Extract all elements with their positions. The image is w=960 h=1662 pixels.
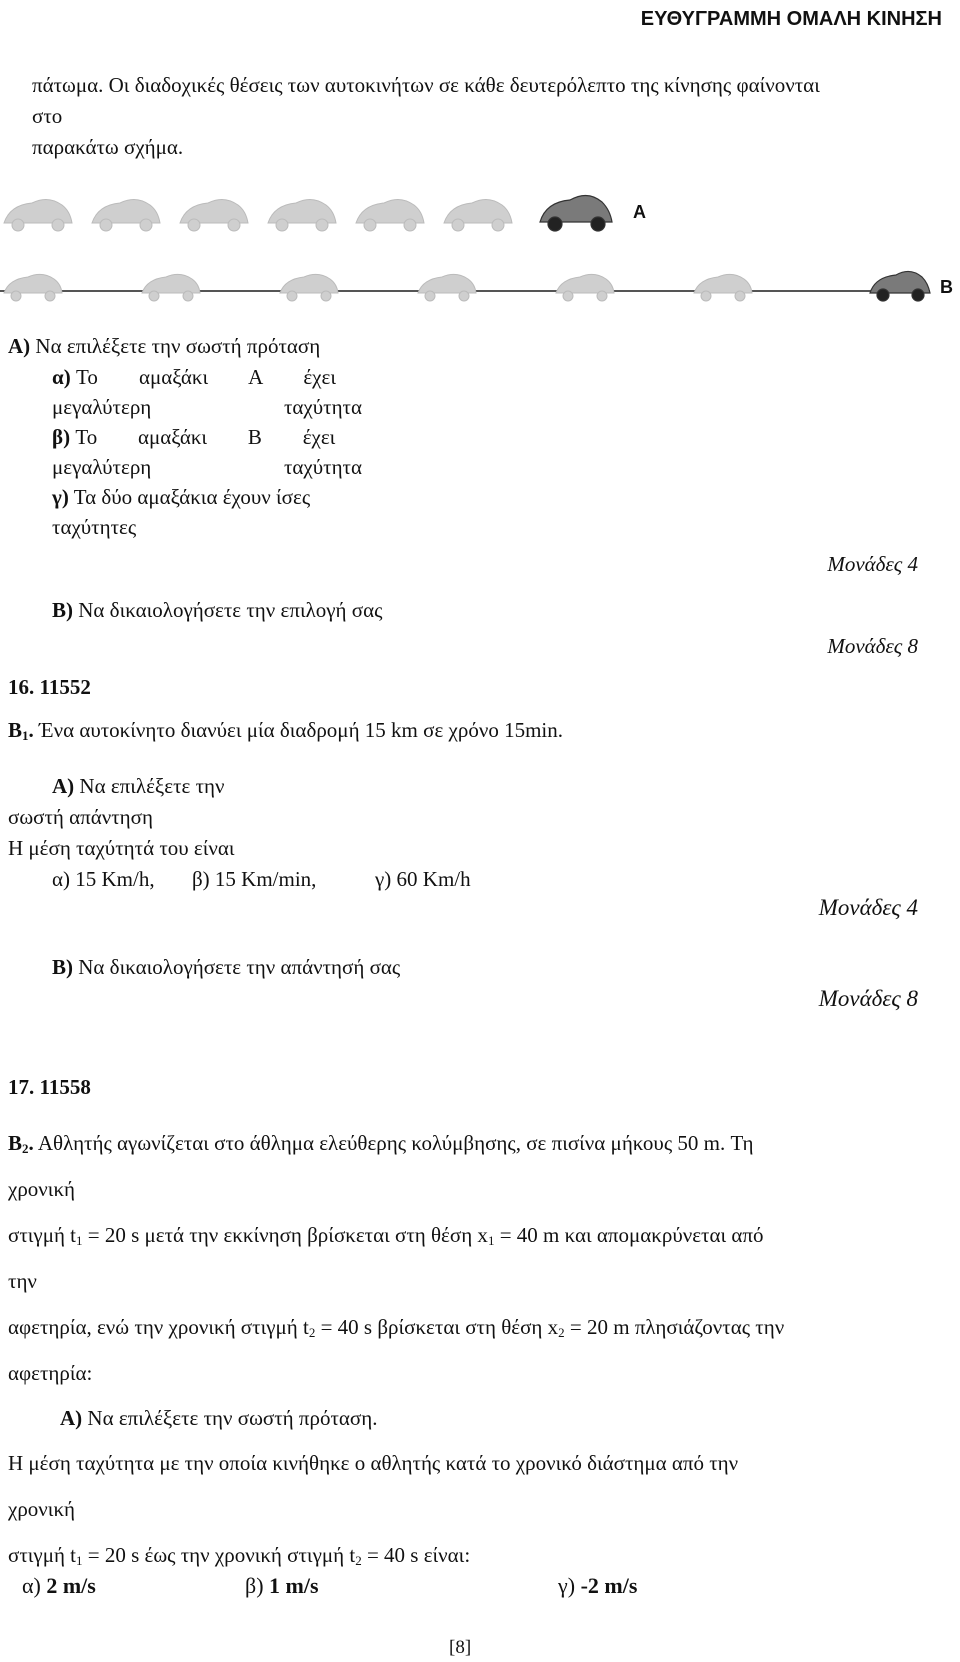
q17-line-9-c: = 40 s είναι:	[361, 1543, 471, 1567]
q17-b2-sub: 2	[22, 1141, 29, 1156]
q16-marks-a: Μονάδες 4	[818, 895, 918, 920]
q15-marks-a: Μονάδες 4	[827, 552, 918, 576]
q17-line-3	[8, 1223, 764, 1249]
q16-a-text-2: σωστή απάντηση	[8, 805, 153, 829]
q16-a-label: Α)	[52, 774, 75, 798]
q16-b-text: Να δικαιολογήσετε την απάντησή σας	[73, 955, 401, 979]
car-strip-b	[0, 265, 960, 315]
page-header: ΕΥΘΥΓΡΑΜΜΗ ΟΜΑΛΗ ΚΙΝΗΣΗ	[640, 8, 942, 30]
q15-opt-b-label: β)	[52, 425, 71, 449]
q16-b1-sub: 1	[22, 728, 29, 743]
q17-line-3-b: = 20 s μετά την εκκίνηση βρίσκεται στη θέση x	[82, 1223, 488, 1247]
car-ghosts-b	[4, 274, 752, 301]
label-a: A	[633, 202, 646, 222]
q17-line-5-a: αφετηρία, ενώ την χρονική στιγμή t	[8, 1315, 309, 1339]
q17-line-1	[8, 1131, 754, 1157]
q17-line-3-c: = 40 m και απομακρύνεται από	[494, 1223, 764, 1247]
q15-marks-b: Μονάδες 8	[827, 634, 918, 658]
q17-choice-c-value: -2 m/s	[580, 1573, 638, 1598]
q17-line-1-text: Αθλητής αγωνίζεται στο άθλημα ελεύθερης κολύμβησης, σε πισίνα μήκους 50 m. Τη	[33, 1131, 754, 1155]
q17-line-9	[8, 1543, 470, 1569]
q16-part-b	[52, 955, 400, 979]
q17-line-7: Η μέση ταχύτητα με την οποία κινήθηκε ο αθλητής κατά το χρονικό διάστημα από την	[8, 1451, 739, 1475]
car-b-icon	[870, 271, 930, 301]
q16-b1-dot: .	[28, 718, 34, 742]
q17-choice-c	[558, 1573, 637, 1598]
q15-opt-b-text-1: Το αμαξάκι Β έχει	[75, 425, 336, 449]
q16-b1	[8, 718, 563, 744]
q15-opt-c-1	[52, 485, 310, 509]
q15-b-text: Να δικαιολογήσετε την επιλογή σας	[73, 598, 383, 622]
q15-a-label: Α)	[8, 334, 31, 358]
q17-a-label: Α)	[60, 1406, 83, 1430]
q17-line-5-c: = 20 m πλησιάζοντας την	[564, 1315, 785, 1339]
q16-b-label: Β)	[52, 955, 73, 979]
q17-line-9-sub2: 2	[355, 1553, 362, 1568]
q17-line-4: την	[8, 1269, 37, 1293]
q15-b-label: Β)	[52, 598, 73, 622]
q17-line-9-a: στιγμή t	[8, 1543, 77, 1567]
q17-part-a	[60, 1406, 377, 1430]
q16-number: 16. 11552	[8, 675, 91, 699]
car-strip-a	[0, 185, 960, 245]
q15-opt-a-text-2: μεγαλύτερη ταχύτητα	[52, 395, 362, 419]
q17-line-3-sub1: 1	[76, 1233, 83, 1248]
q17-line-3-a: στιγμή t	[8, 1223, 77, 1247]
label-b: B	[940, 277, 953, 297]
q17-b2-label: Β	[8, 1131, 23, 1155]
q16-choice-b: β) 15 Km/min,	[192, 867, 317, 891]
q17-b2-dot: .	[28, 1131, 34, 1155]
intro-line-3: παρακάτω σχήμα.	[32, 135, 184, 159]
q17-line-8: χρονική	[8, 1497, 76, 1521]
q17-line-9-b: = 20 s έως την χρονική στιγμή t	[82, 1543, 356, 1567]
q16-part-a	[52, 774, 225, 798]
car-a-icon	[540, 195, 612, 231]
q17-choice-c-label: γ)	[558, 1573, 581, 1598]
q17-choice-b-label: β)	[245, 1573, 270, 1598]
q15-opt-c-text-1: Τα δύο αμαξάκια έχουν ίσες	[68, 485, 311, 509]
q17-choice-b-value: 1 m/s	[269, 1573, 319, 1598]
q16-b1-label: Β	[8, 718, 23, 742]
q17-choice-a-value: 2 m/s	[46, 1573, 96, 1598]
car-ghosts-a	[4, 199, 512, 231]
q17-line-5-sub1: 2	[308, 1325, 316, 1340]
q17-choice-a	[22, 1573, 96, 1598]
q17-choice-b	[245, 1573, 319, 1598]
q15-part-a	[8, 334, 320, 358]
q16-choice-a: α) 15 Km/h,	[52, 867, 155, 891]
q15-opt-a-1	[52, 365, 362, 389]
intro-line-1: πάτωμα. Οι διαδοχικές θέσεις των αυτοκινήτων σε κάθε δευτερόλεπτο της κίνησης φαίνονται	[32, 73, 820, 97]
q17-line-2: χρονική	[8, 1177, 76, 1201]
q17-line-5-sub2: 2	[558, 1325, 565, 1340]
q15-part-b	[52, 598, 382, 622]
q15-opt-b-text-2: μεγαλύτερη ταχύτητα	[52, 455, 362, 479]
q16-a-text: Να επιλέξετε την	[74, 774, 225, 798]
q16-choice-c: γ) 60 Km/h	[375, 867, 471, 891]
q15-opt-c-text-2: ταχύτητες	[52, 515, 137, 539]
q15-opt-c-label: γ)	[52, 485, 69, 509]
page-number: [8]	[449, 1637, 472, 1658]
q16-a-text-3: Η μέση ταχύτητά του είναι	[8, 836, 235, 860]
q17-line-5-b: = 40 s βρίσκεται στη θέση x	[315, 1315, 559, 1339]
intro-line-2: στο	[32, 104, 63, 128]
q15-opt-a-text-1: Το αμαξάκι Α έχει	[75, 365, 336, 389]
q16-marks-b: Μονάδες 8	[818, 986, 918, 1011]
q16-b1-text: Ένα αυτοκίνητο διανύει μία διαδρομή 15 km σε χρόνο 15min.	[33, 718, 563, 742]
q17-a-text: Να επιλέξετε την σωστή πρόταση.	[82, 1406, 378, 1430]
q17-line-6: αφετηρία:	[8, 1361, 93, 1385]
q15-opt-b-1	[52, 425, 362, 449]
q17-line-9-sub1: 1	[76, 1553, 83, 1568]
q17-line-5	[8, 1315, 784, 1341]
q15-opt-a-label: α)	[52, 365, 71, 389]
q17-choice-a-label: α)	[22, 1573, 47, 1598]
q17-number: 17. 11558	[8, 1075, 91, 1099]
q17-line-3-sub2: 1	[487, 1233, 495, 1248]
q15-a-text: Να επιλέξετε την σωστή πρόταση	[30, 334, 321, 358]
